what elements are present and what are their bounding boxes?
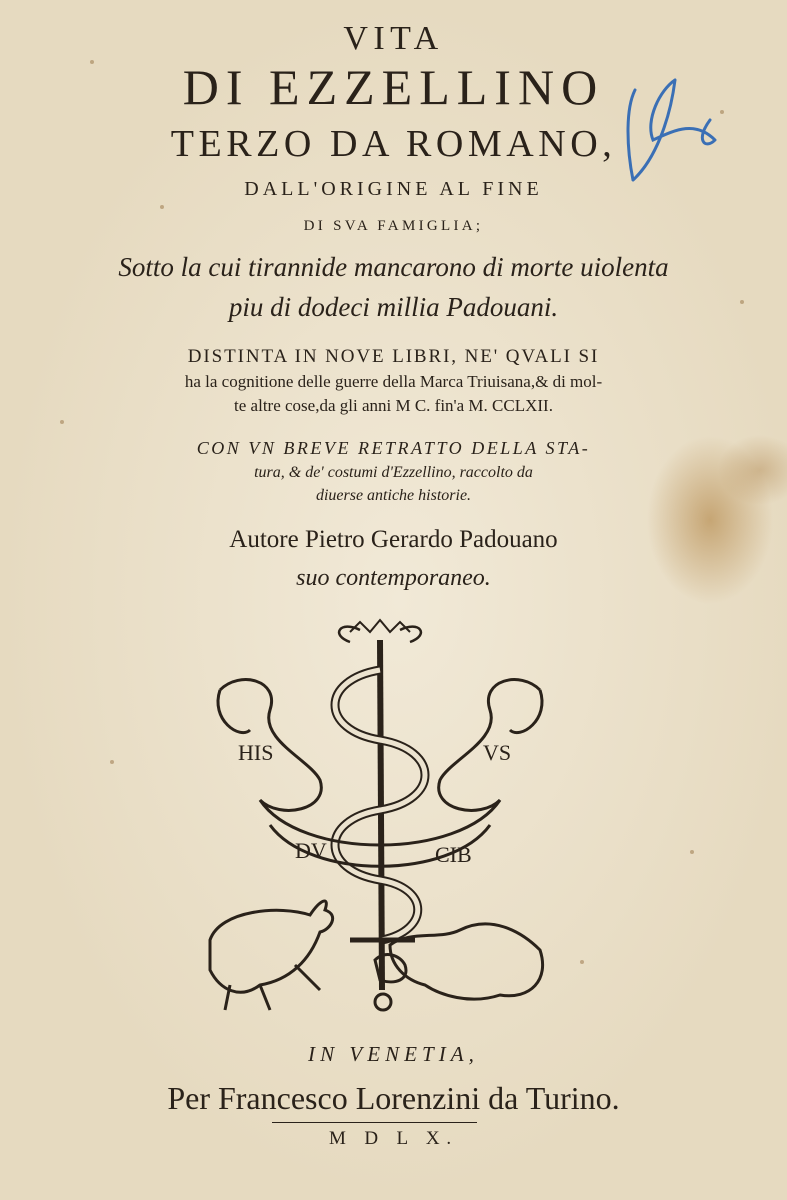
foxing-spot xyxy=(580,960,584,964)
subtitle-line-2: piu di dodeci millia Padouani. xyxy=(228,292,559,322)
title-line-2: DI EZZELLINO xyxy=(182,59,605,115)
title-line-5: DI SVA FAMIGLIA; xyxy=(303,218,484,234)
banner-text-right: VS xyxy=(483,740,512,765)
foxing-spot xyxy=(110,760,114,764)
imprint-rule xyxy=(272,1122,477,1123)
banner-text-bottom-right: CIB xyxy=(435,842,472,867)
ink-annotation-mark xyxy=(615,60,725,200)
banner-text-left: HIS xyxy=(238,740,274,765)
banner-text-bottom-left: DV xyxy=(295,838,327,863)
author-line-1: Autore Pietro Gerardo Padouano xyxy=(229,526,558,553)
imprint-place: IN VENETIA, xyxy=(308,1042,479,1066)
description-line-2: ha la cognitione delle guerre della Marca Triuisana,& di mol- xyxy=(184,372,603,391)
foxing-spot xyxy=(690,850,694,854)
foxing-spot xyxy=(60,420,64,424)
imprint-printer: Per Francesco Lorenzini da Turino. xyxy=(167,1080,620,1116)
subtitle-line-1: Sotto la cui tirannide mancarono di morte uiolenta xyxy=(118,252,669,282)
author-line-2: suo contemporaneo. xyxy=(296,565,491,591)
addendum-line-3: diuerse antiche historie. xyxy=(315,487,472,504)
title-line-1: VITA xyxy=(343,20,444,57)
description-line-1: DISTINTA IN NOVE LIBRI, NE' QVALI SI xyxy=(187,346,600,367)
description-line-3: te altre cose,da gli anni M C. fin'a M. CCLXII. xyxy=(234,396,553,415)
addendum-line-1: CON VN BREVE RETRATTO DELLA STA- xyxy=(196,438,591,458)
title-line-4: DALL'ORIGINE AL FINE xyxy=(244,178,543,200)
imprint-year: M D L X. xyxy=(329,1128,458,1149)
addendum-line-2: tura, & de' costumi d'Ezzellino, raccolto da xyxy=(254,464,533,481)
printers-device-woodcut xyxy=(200,610,560,1030)
title-line-3: TERZO DA ROMANO, xyxy=(170,123,617,165)
foxing-spot xyxy=(160,205,164,209)
